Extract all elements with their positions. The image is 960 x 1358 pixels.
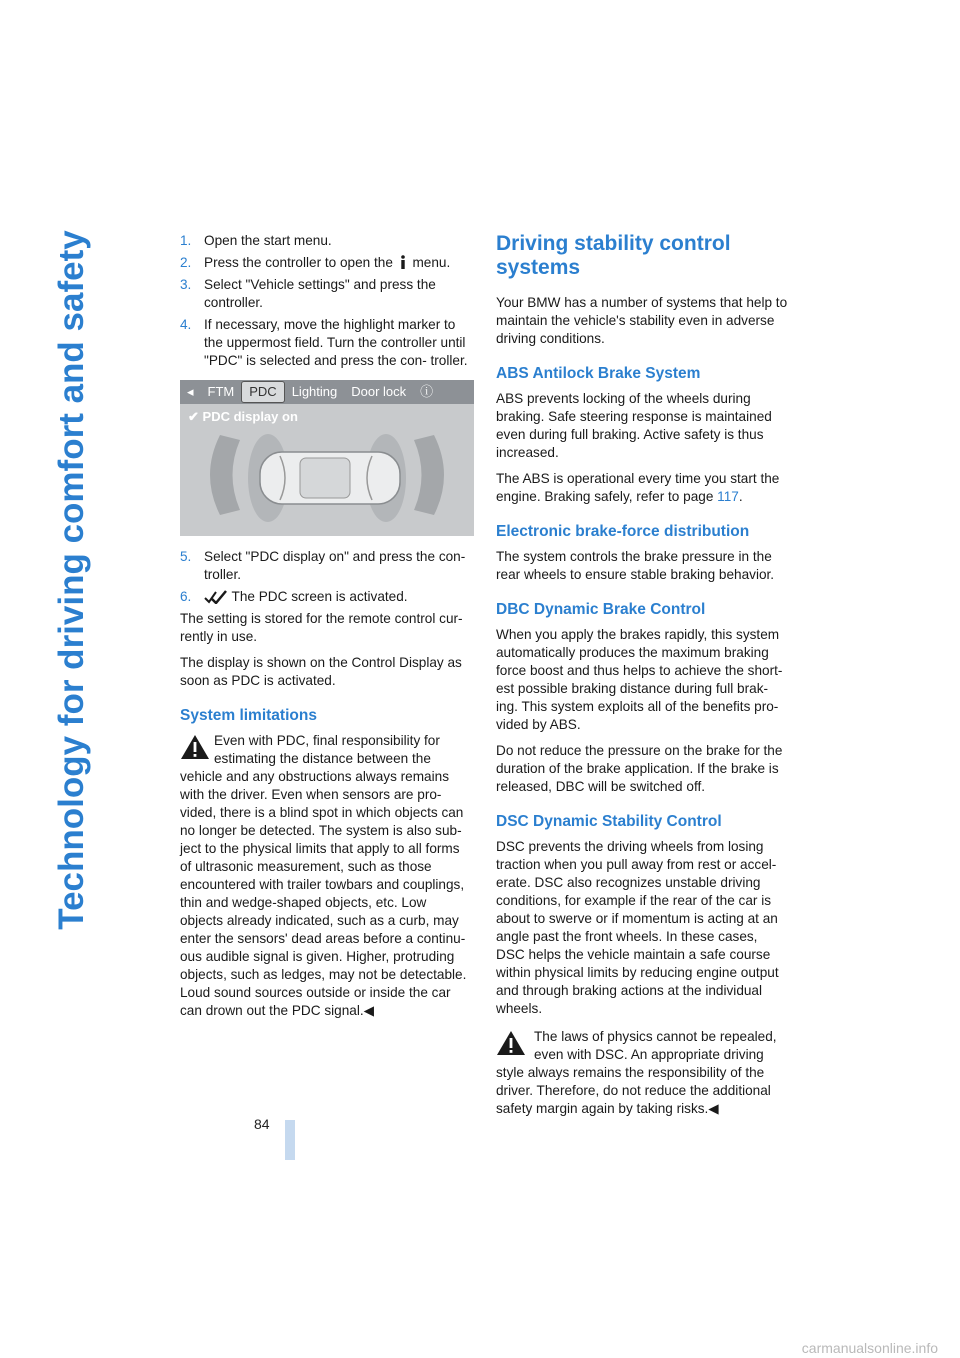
paragraph-intro: Your BMW has a number of systems that help to maintain the vehicle's stability even in adverse driving conditions.	[496, 295, 788, 346]
checkmark-icon	[204, 590, 228, 604]
screen-menu-item: FTM	[207, 384, 235, 399]
paragraph-setting-stored: The setting is stored for the remote control cur- rently in use.	[180, 611, 463, 644]
abs-2-text: The ABS is operational every time you start the engine. Braking safely, refer to page	[496, 471, 780, 504]
paragraph-display-shown: The display is shown on the Control Display as soon as PDC is activated.	[180, 655, 462, 688]
info-icon	[399, 255, 407, 269]
pdc-screen-image	[180, 380, 474, 536]
heading-dbc: DBC Dynamic Brake Control	[496, 601, 706, 618]
warning-text-rest: vehicle and any obstructions always remains with the driver. Even when sensors are pro- vided, there is a blind spot in which objects can no longer be detected. The system is also sub- ject to the physical limits that apply to all forms of ultrasonic measurement, such as those encountered with trailer towbars and couplings, thin and wedge-shaped objects, etc. Low objects already indicated, such as a curb, may enter the sensors' dead areas before a continu- ous audible signal is given. Higher, protruding objects, such as ledges, may not be detectable. Loud sound sources outside or inside the car can drown out the PDC signal.◀	[180, 769, 467, 1018]
step-text	[204, 254, 470, 272]
watermark: carmanualsonline.info	[801, 1340, 938, 1356]
paragraph-dsc: DSC prevents the driving wheels from losing traction when you pull away from rest or accel- erate. DSC also recognizes unstable driving conditions, for example if the rear of the car is about to swerve or if momentum is acting at an angle past the front wheels. In these cases, DSC helps the vehicle maintain a safe course within physical limits by reducing engine output and through braking actions at the individual wheels.	[496, 839, 779, 1016]
step-text	[204, 588, 470, 606]
paragraph-dbc-2: Do not reduce the pressure on the brake for the duration of the brake application. If the brake is released, DBC will be switched off.	[496, 743, 783, 794]
page-reference-link[interactable]: 117	[717, 489, 739, 504]
step-5	[180, 548, 470, 584]
car-top-view-icon	[180, 380, 474, 536]
left-column	[180, 232, 470, 1020]
step-number: 6.	[180, 589, 192, 604]
step-text: Select "PDC display on" and press the con- troller.	[204, 549, 466, 582]
screen-info-icon: ⓘ	[420, 384, 434, 399]
step-6	[180, 588, 470, 606]
step-text-before: Press the controller to open the	[204, 255, 393, 270]
step-number: 5.	[180, 549, 192, 564]
menu-arrow-left-icon: ◂	[187, 384, 194, 399]
warning-text-rest: style always remains the responsibility of the driver. Therefore, do not reduce the additional safety margin again by taking risks.◀	[496, 1065, 771, 1116]
heading-abs: ABS Antilock Brake System	[496, 365, 701, 382]
heading-ebd: Electronic brake-force distribution	[496, 523, 750, 540]
heading-dsc: DSC Dynamic Stability Control	[496, 813, 722, 830]
abs-2-end: .	[738, 489, 743, 504]
screen-menu-item: Lighting	[291, 384, 338, 399]
screen-menu-item-selected: PDC	[241, 381, 284, 403]
paragraph-abs-1: ABS prevents locking of the wheels during braking. Safe steering response is maintained even during full braking. Active safety is thus increased.	[496, 391, 772, 460]
right-column	[496, 232, 788, 1118]
warning-block	[180, 732, 470, 1020]
step-number: 4.	[180, 317, 192, 332]
step-text-content: The PDC screen is activated.	[231, 589, 408, 604]
screen-status-text: PDC display on	[202, 409, 298, 424]
paragraph-abs-2	[496, 470, 788, 506]
step-text: Open the start menu.	[204, 233, 332, 248]
step-text: If necessary, move the highlight marker to the uppermost field. Turn the controller until "PDC" is selected and press the con- troller.	[204, 317, 468, 368]
side-section-title: Technology for driving comfort and safety	[52, 230, 91, 930]
warning-triangle-icon	[496, 1030, 526, 1056]
step-number: 3.	[180, 277, 192, 292]
page-number-bar	[285, 1120, 295, 1160]
step-4	[180, 316, 470, 370]
checkmark-icon: ✔	[188, 409, 199, 424]
warning-text-first: The laws of physics cannot be repealed, even with DSC. An appropriate driving	[534, 1029, 777, 1062]
step-text: Select "Vehicle settings" and press the controller.	[204, 277, 436, 310]
paragraph-dbc-1: When you apply the brakes rapidly, this system automatically produces the maximum braking force boost and thus helps to achieve the short- est possible braking distance during full brak- ing. This system exploits all of the benefits pro- vided by ABS.	[496, 627, 783, 732]
heading-driving-stability: Driving stability control systems	[496, 232, 731, 279]
warning-triangle-icon	[180, 734, 210, 760]
heading-system-limitations: System limitations	[180, 707, 317, 724]
page-number: 84	[254, 1116, 270, 1132]
step-2	[180, 254, 470, 272]
screen-menu-item: Door lock	[351, 384, 407, 399]
warning-block	[496, 1028, 788, 1118]
warning-text-first: Even with PDC, final responsibility for estimating the distance between the	[214, 733, 440, 766]
step-3	[180, 276, 470, 312]
step-text-after: menu.	[412, 255, 451, 270]
step-number: 2.	[180, 255, 192, 270]
paragraph-ebd: The system controls the brake pressure in the rear wheels to ensure stable braking behavior.	[496, 549, 775, 582]
step-1	[180, 232, 470, 250]
step-number: 1.	[180, 233, 192, 248]
